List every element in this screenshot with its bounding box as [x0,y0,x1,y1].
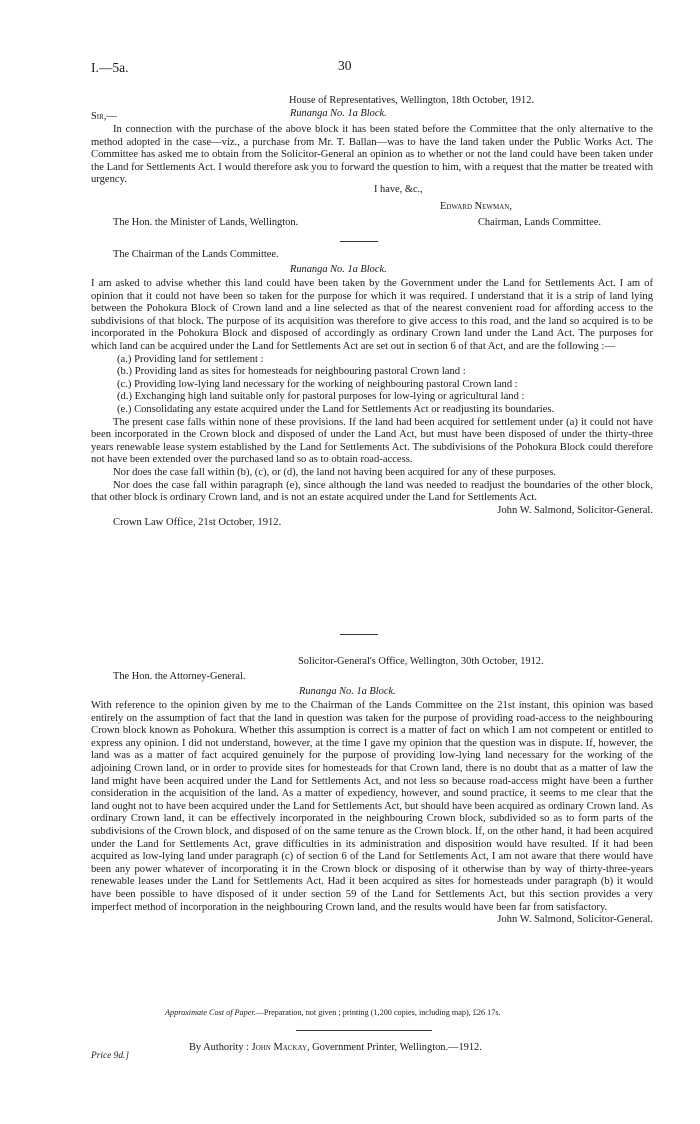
opinion1-text [91,278,653,530]
purpose-text: Consolidating any estate acquired under the Land for Settlements Act or readjusting its boundaries. [134,403,555,415]
purpose-text: Providing land for settlement : [134,353,264,365]
opinion1-signature: John W. Salmond, Solicitor-General. [497,504,653,516]
cost-text: —Preparation, not given ; printing (1,200 copies, including map), £26 17s. [255,1008,501,1017]
opinion2-dateline: Solicitor-General's Office, Wellington, 30th October, 1912. [298,656,544,667]
cost-label: Approximate Cost of Paper. [165,1008,256,1017]
printer-imprint [189,1042,482,1054]
authority-prefix: By Authority : [189,1042,250,1053]
purpose-label: (d.) [117,391,133,403]
purpose-label: (a.) [117,353,132,365]
authority-rest: Government Printer, Wellington.—1912. [312,1042,482,1053]
letter1-signature-name: Edward Newman, [440,201,512,212]
opinion1-addressee: The Chairman of the Lands Committee. [113,249,279,260]
section-divider [340,634,378,635]
opinion2-addressee: The Hon. the Attorney-General. [113,671,246,682]
section-divider [340,241,378,242]
document-reference: I.—5a. [91,60,129,75]
opinion1-subject: Runanga No. 1a Block. [290,264,387,275]
footer-divider [296,1030,432,1031]
opinion2-signature: John W. Salmond, Solicitor-General. [497,914,653,926]
letter1-subject: Runanga No. 1a Block. [290,108,387,119]
letter1-dateline: House of Representatives, Wellington, 18th October, 1912. [289,95,534,106]
purpose-text: Providing land as sites for homesteads for neighbouring pastoral Crown land : [134,366,466,378]
letter1-closing: I have, &c., [374,184,423,195]
letter1-body: In connection with the purchase of the above block it has been stated before the Committee that the only alternative to the method adopted in the case—viz., a purchase from Mr. T. Ballan—was to have the land taken under the Public Works Act. The Committee has asked me to obtain from the Solicitor-General an opinion as to whether or not the land could have been taken under the Land for Settlements Act. I would therefore ask you to forward the question to him, with a request that the matter be treated with urgency. [91,124,653,186]
cost-note [165,1008,501,1017]
purpose-label: (e.) [117,403,132,415]
opinion1-para3: Nor does the case fall within (b), (c), or (d), the land not having been acquired for any of these purposes. [113,466,557,478]
letter1-addressee: The Hon. the Minister of Lands, Wellington. [113,217,299,228]
purpose-label: (c.) [117,378,132,390]
printer-name: John Mackay, [251,1042,310,1053]
purpose-label: (b.) [117,366,133,378]
opinion2-body: With reference to the opinion given by me to the Chairman of the Lands Committee on the 21st instant, this opinion was based entirely on the assumption of fact that the land in question was taken for the purpose of providing road-access to the neighbouring Crown block known as Pohokura. Whether this assumption is correct is a matter of fact on which I am not competent or entitled to express any opinion. I did not understand, however, at the time I gave my opinion that the question was in dispute. If, however, the land was as a matter of fact acquired genuinely for the purpose of providing low-lying land necessary for the working of the adjoining Crown land, or in order to provide sites for homesteads for that Crown land, there is no doubt that as a matter of law the land might have been acquired under the Land for Settlements Act, and not less so because road-access might have been a further consideration in the acquisition of the land. As a matter of expediency, however, and sound practice, it seems to me clear that the land ought not to have been acquired under the Land for Settlements Act, but should have been acquired as ordinary Crown land. As ordinary Crown land, it can be effectively incorporated in the neighbouring Crown block, subdivided so as to form parts of the subdivisions of the Crown block, and disposed of on the same tenure as the Crown block. If, on the other hand, it had been acquired under the Land for Settlements Act, grave difficulties in its administration and disposition would have resulted. If it had been acquired as low-lying land under paragraph (c) of section 6 of the Land for Settlements Act, I am not aware that there would have been any power whatever of incorporating it in the Crown block or disposing of it otherwise than by way of thirty-three-years renewable leases under the Land for Settlements Act. Had it been acquired as sites for homesteads under paragraph (b) it would have been possible to have disposed of it under section 59 of the Land for Settlements Act, but this section provides a very imperfect method of incorporation in the neighbouring Crown land, and the results would have been far from satisfactory. [91,700,653,913]
purpose-item-e [91,404,653,417]
purpose-item-a [91,354,653,367]
purpose-item-b [91,366,653,379]
opinion2-text [91,700,653,927]
opinion2-subject: Runanga No. 1a Block. [299,686,396,697]
price: Price 9d.] [91,1051,130,1061]
opinion1-para4: Nor does the case fall within paragraph (e), since although the land was needed to readjust the boundaries of the other block, that other block is ordinary Crown land, and is not an estate acquired under the Land for Settlements Act. [91,479,653,504]
page-number: 30 [338,58,352,73]
opinion1-para1: I am asked to advise whether this land could have been taken by the Government under the Land for Settlements Act. I am of opinion that it could not have been so taken for the purpose for which it was required. I understand that it is a strip of land lying between the Pohokura Block of Crown land and a line selected as that of the nearest convenient road for affording access to the subdivisions of that block. The purpose of its acquisition was therefore to give access to this road, and the land so acquired is to be incorporated in the Pohokura Block and disposed of accordingly as ordinary Crown land under the Land Act. The purposes for which land can be acquired under the Land for Settlements Act are set out in section 6 of that Act, and are the following :— [91,278,653,352]
purpose-item-c [91,379,653,392]
letter1-salutation: Sir,— [91,111,117,122]
purpose-text: Exchanging high land suitable only for pastoral purposes for low-lying or agricultural land : [134,391,525,403]
purpose-text: Providing low-lying land necessary for the working of neighbouring pastoral Crown land : [134,378,518,390]
opinion1-office-date: Crown Law Office, 21st October, 1912. [113,517,282,529]
letter1-signature-title: Chairman, Lands Committee. [478,217,601,228]
purpose-item-d [91,391,653,404]
opinion1-para2: The present case falls within none of these provisions. If the land had been acquired for settlement under (a) it could not have been incorporated in the Crown block and disposed of under the Land Act, but must have been disposed of under the thirty-three years renewable lease system established by the Land for Settlements Act. The subdivisions of the Pohokura Block could therefore not have been extended over the purchased land so as to obtain road-access. [91,416,653,466]
